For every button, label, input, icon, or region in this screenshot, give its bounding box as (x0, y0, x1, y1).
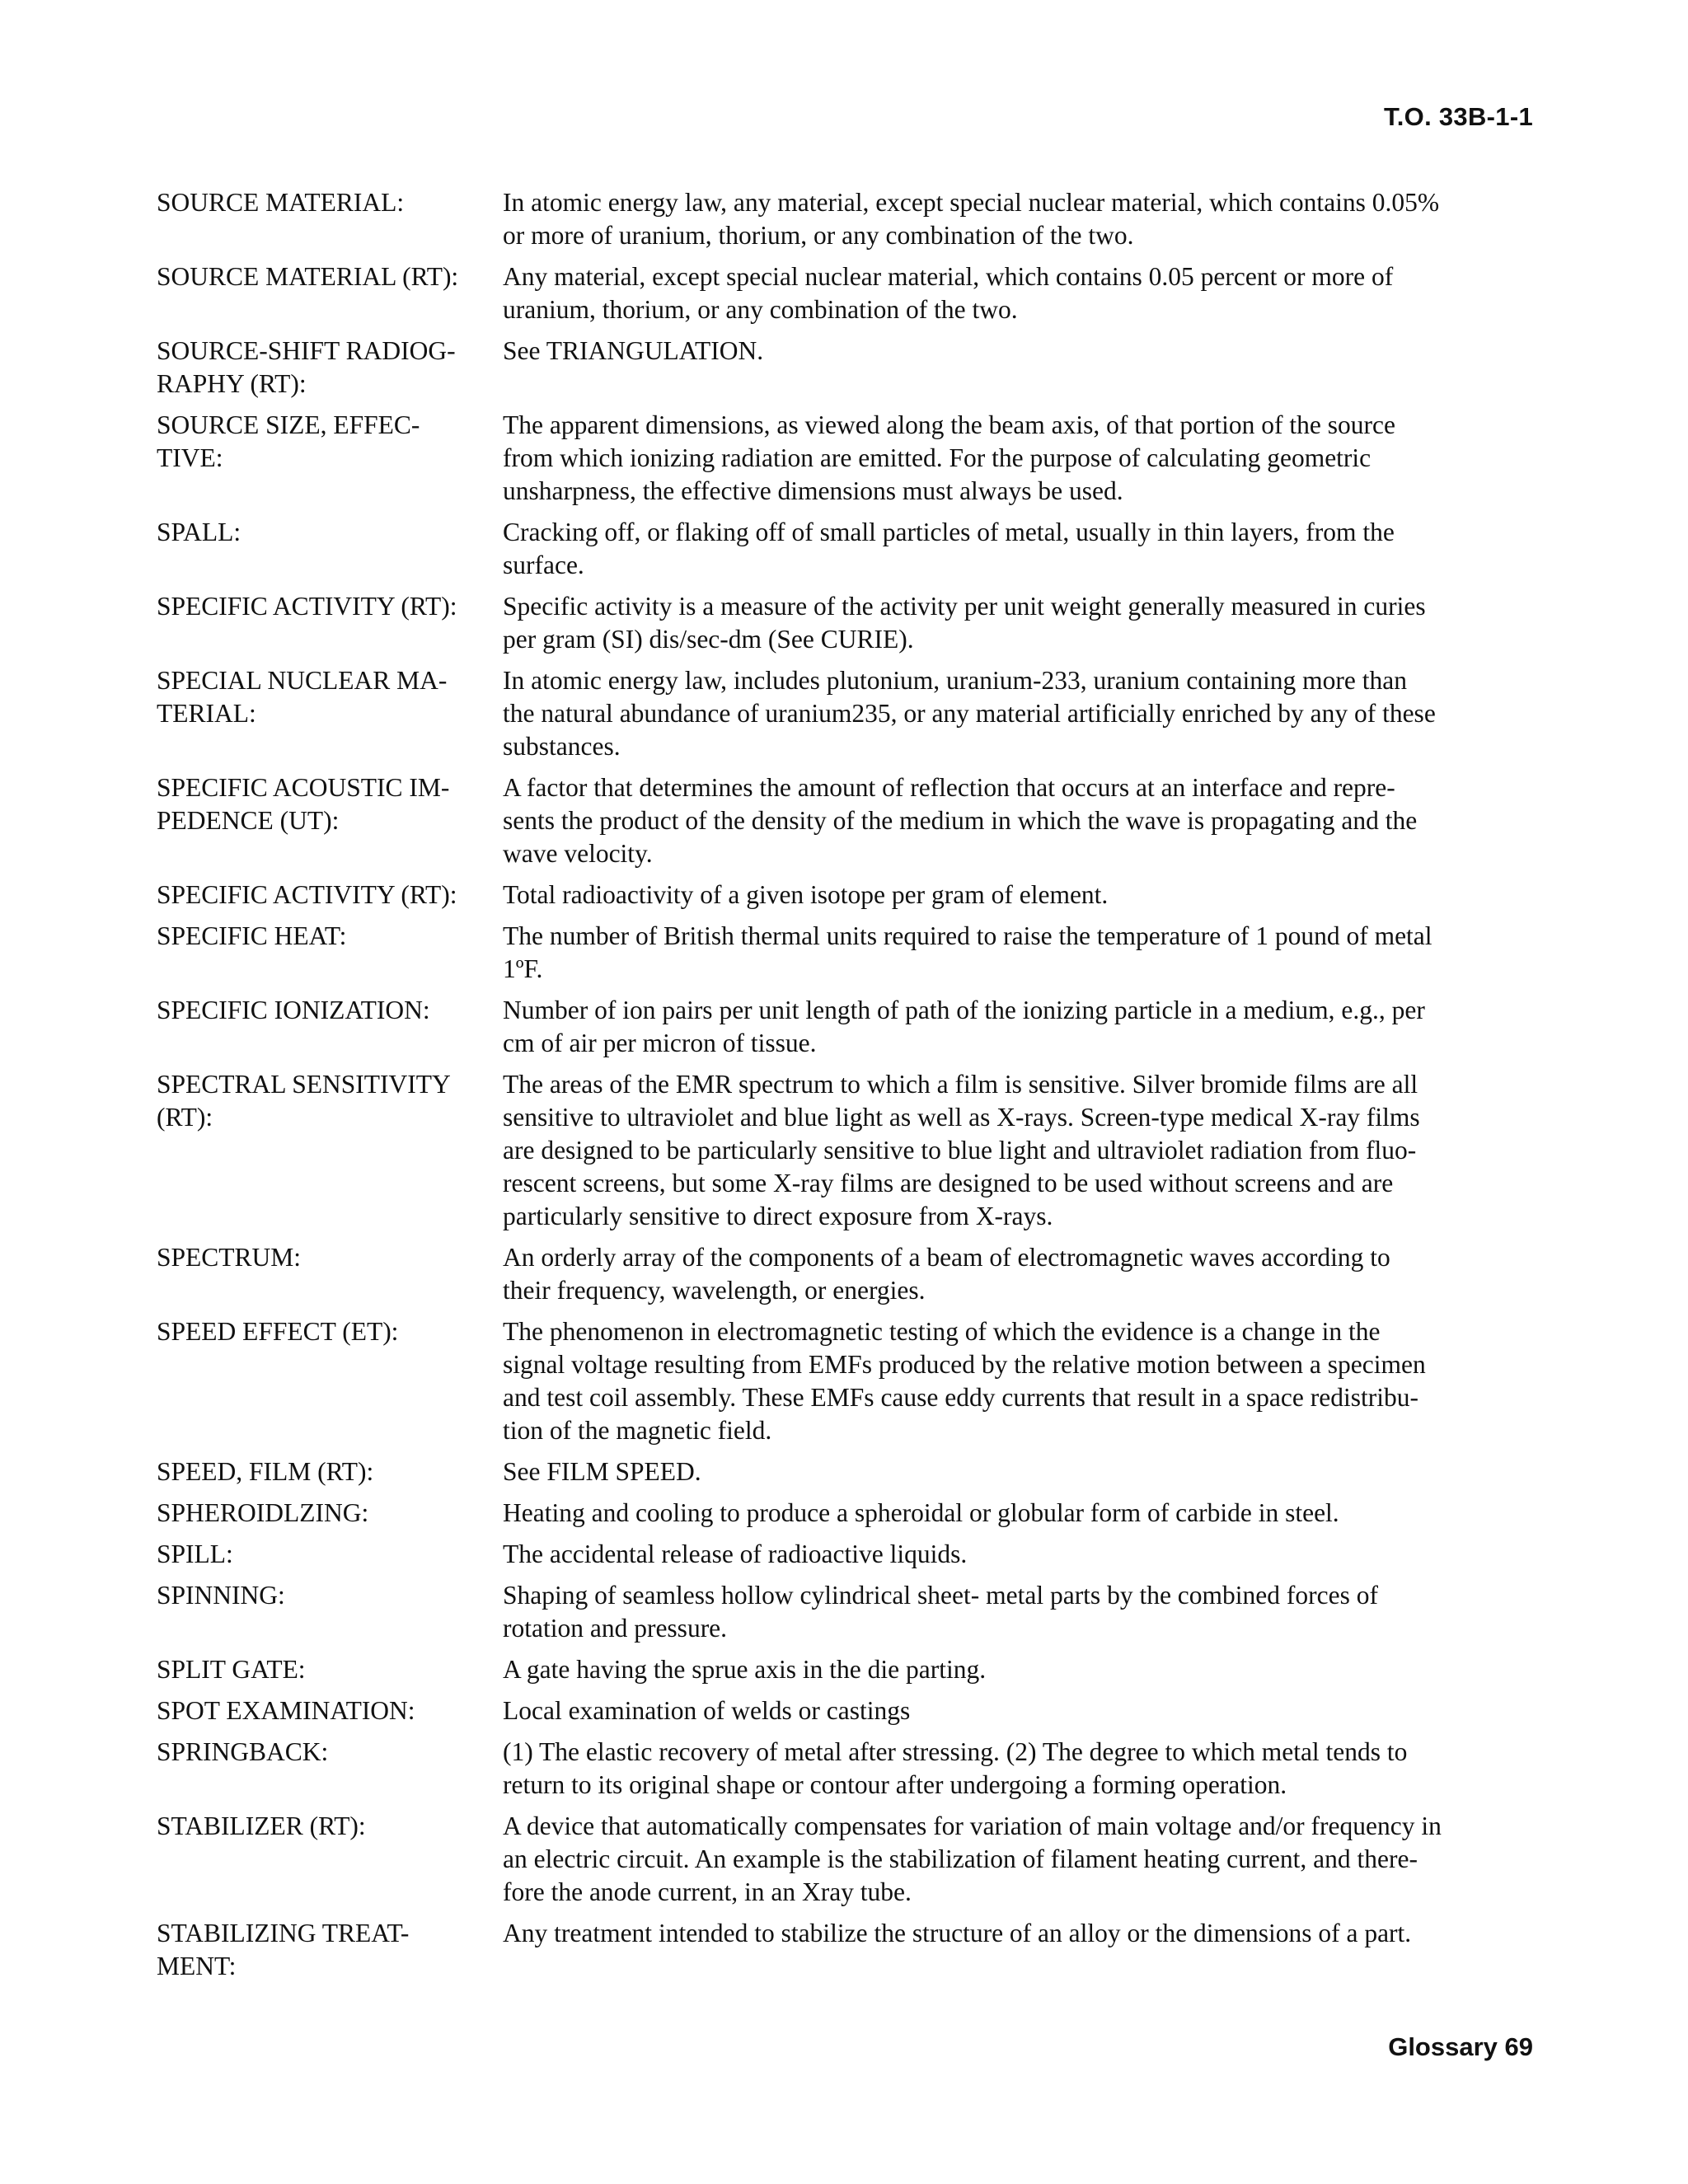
glossary-term: SPECIFIC HEAT: (157, 921, 347, 950)
glossary-term: SPECIAL NUCLEAR MA- TERIAL: (157, 666, 448, 728)
glossary-entry (157, 1653, 1535, 1686)
glossary-term: STABILIZING TREAT- MENT: (157, 1919, 410, 1980)
glossary-entry (157, 260, 1535, 326)
glossary-definition: In atomic energy law, any material, except special nuclear material, which contains 0.05% or more of uranium, thorium, or any combination of the two. (503, 188, 1440, 250)
glossary-definition: The accidental release of radioactive liquids. (503, 1540, 968, 1568)
glossary-definition: The phenomenon in electromagnetic testing of which the evidence is a change in the signal voltage resulting from EMFs produced by the relative motion between a specimen and test coil assembly. These EMFs cause eddy currents that result in a space redistribu- tion of the magnetic field. (503, 1317, 1426, 1445)
glossary-entry (157, 664, 1535, 763)
glossary-entry (157, 1736, 1535, 1802)
glossary-definition: Cracking off, or flaking off of small particles of metal, usually in thin layers, from the surface. (503, 518, 1395, 579)
glossary-definition: Any treatment intended to stabilize the structure of an alloy or the dimensions of a part. (503, 1919, 1412, 1947)
glossary-term: SOURCE-SHIFT RADIOG- RAPHY (RT): (157, 336, 456, 398)
glossary-entry (157, 516, 1535, 582)
glossary-definition: Local examination of welds or castings (503, 1696, 911, 1725)
glossary-term: SPLIT GATE: (157, 1655, 306, 1684)
glossary-term: SPECTRUM: (157, 1243, 302, 1272)
glossary-term: SOURCE MATERIAL (RT): (157, 262, 459, 291)
glossary-definition: See FILM SPEED. (503, 1457, 701, 1486)
glossary-definition: Total radioactivity of a given isotope per gram of element. (503, 880, 1109, 909)
glossary-entry (157, 1579, 1535, 1645)
glossary-definition: (1) The elastic recovery of metal after stressing. (2) The degree to which metal tends to return to its original shape or contour after undergoing a forming operation. (503, 1737, 1408, 1799)
glossary-definition: Specific activity is a measure of the activity per unit weight generally measured in curies per gram (SI) dis/sec-dm (See CURIE). (503, 592, 1426, 654)
glossary-entry (157, 335, 1535, 401)
glossary-entry (157, 1497, 1535, 1530)
glossary-entry (157, 409, 1535, 508)
glossary-definition: The apparent dimensions, as viewed along the beam axis, of that portion of the source from which ionizing radiation are emitted. For the purpose of calculating geometric unsharpness, the effective dimensions must always be used. (503, 410, 1395, 505)
glossary-term: SPECIFIC ACTIVITY (RT): (157, 880, 457, 909)
glossary-list (157, 186, 1535, 1991)
glossary-definition: In atomic energy law, includes plutonium, uranium-233, uranium containing more than the natural abundance of uranium235, or any material artificially enriched by any of these substances. (503, 666, 1436, 761)
glossary-entry (157, 1538, 1535, 1571)
glossary-term: STABILIZER (RT): (157, 1811, 366, 1840)
glossary-term: SPOT EXAMINATION: (157, 1696, 415, 1725)
glossary-definition: A factor that determines the amount of reflection that occurs at an interface and repre- sents the product of the density of the medium in which the wave is propagating and the wave velocity. (503, 773, 1418, 868)
glossary-definition: Any material, except special nuclear material, which contains 0.05 percent or more of uranium, thorium, or any combination of the two. (503, 262, 1394, 324)
glossary-term: SPECIFIC ACTIVITY (RT): (157, 592, 457, 621)
glossary-entry (157, 994, 1535, 1060)
glossary-entry (157, 1917, 1535, 1983)
glossary-term: SPEED EFFECT (ET): (157, 1317, 399, 1346)
glossary-entry (157, 1068, 1535, 1233)
glossary-term: SPECIFIC ACOUSTIC IM- PEDENCE (UT): (157, 773, 450, 835)
glossary-term: SPECTRAL SENSITIVITY (RT): (157, 1070, 451, 1132)
glossary-term: SPECIFIC IONIZATION: (157, 996, 430, 1024)
glossary-term: SPEED, FILM (RT): (157, 1457, 374, 1486)
glossary-definition: The areas of the EMR spectrum to which a film is sensitive. Silver bromide films are all sensitive to ultraviolet and blue light as well as X-rays. Screen-type medical X-ray films are designed to be particularly sensitive to blue light and ultraviolet radiation from fluo- rescent screens, but some X-ray films are designed to be used without screens and are particularly sensitive to direct exposure from X-rays. (503, 1070, 1420, 1230)
glossary-definition: Heating and cooling to produce a spheroidal or globular form of carbide in steel. (503, 1498, 1339, 1527)
glossary-term: SPALL: (157, 518, 241, 546)
glossary-term: SOURCE MATERIAL: (157, 188, 405, 217)
glossary-term: SPILL: (157, 1540, 233, 1568)
glossary-term: SPHEROIDLZING: (157, 1498, 369, 1527)
glossary-term: SPRINGBACK: (157, 1737, 329, 1766)
page-number: Glossary 69 (1388, 2032, 1533, 2061)
glossary-entry (157, 1455, 1535, 1488)
glossary-entry (157, 771, 1535, 870)
glossary-entry (157, 1694, 1535, 1727)
glossary-definition: A gate having the sprue axis in the die parting. (503, 1655, 987, 1684)
document-number: T.O. 33B-1-1 (1383, 102, 1533, 131)
glossary-term: SOURCE SIZE, EFFEC- TIVE: (157, 410, 420, 472)
glossary-entry (157, 1241, 1535, 1307)
glossary-entry (157, 1315, 1535, 1447)
glossary-entry (157, 879, 1535, 912)
glossary-definition: The number of British thermal units required to raise the temperature of 1 pound of metal 1ºF. (503, 921, 1432, 983)
glossary-term: SPINNING: (157, 1581, 285, 1610)
glossary-entry (157, 186, 1535, 252)
glossary-entry (157, 920, 1535, 986)
glossary-entry (157, 1810, 1535, 1909)
glossary-definition: An orderly array of the components of a beam of electromagnetic waves according to their frequency, wavelength, or energies. (503, 1243, 1390, 1305)
glossary-definition: Number of ion pairs per unit length of path of the ionizing particle in a medium, e.g., per cm of air per micron of tissue. (503, 996, 1425, 1057)
glossary-entry (157, 590, 1535, 656)
glossary-definition: See TRIANGULATION. (503, 336, 764, 365)
glossary-definition: Shaping of seamless hollow cylindrical sheet- metal parts by the combined forces of rotation and pressure. (503, 1581, 1378, 1643)
glossary-definition: A device that automatically compensates for variation of main voltage and/or frequency in an electric circuit. An example is the stabilization of filament heating current, and there- fore the anode current, in an Xray tube. (503, 1811, 1442, 1906)
